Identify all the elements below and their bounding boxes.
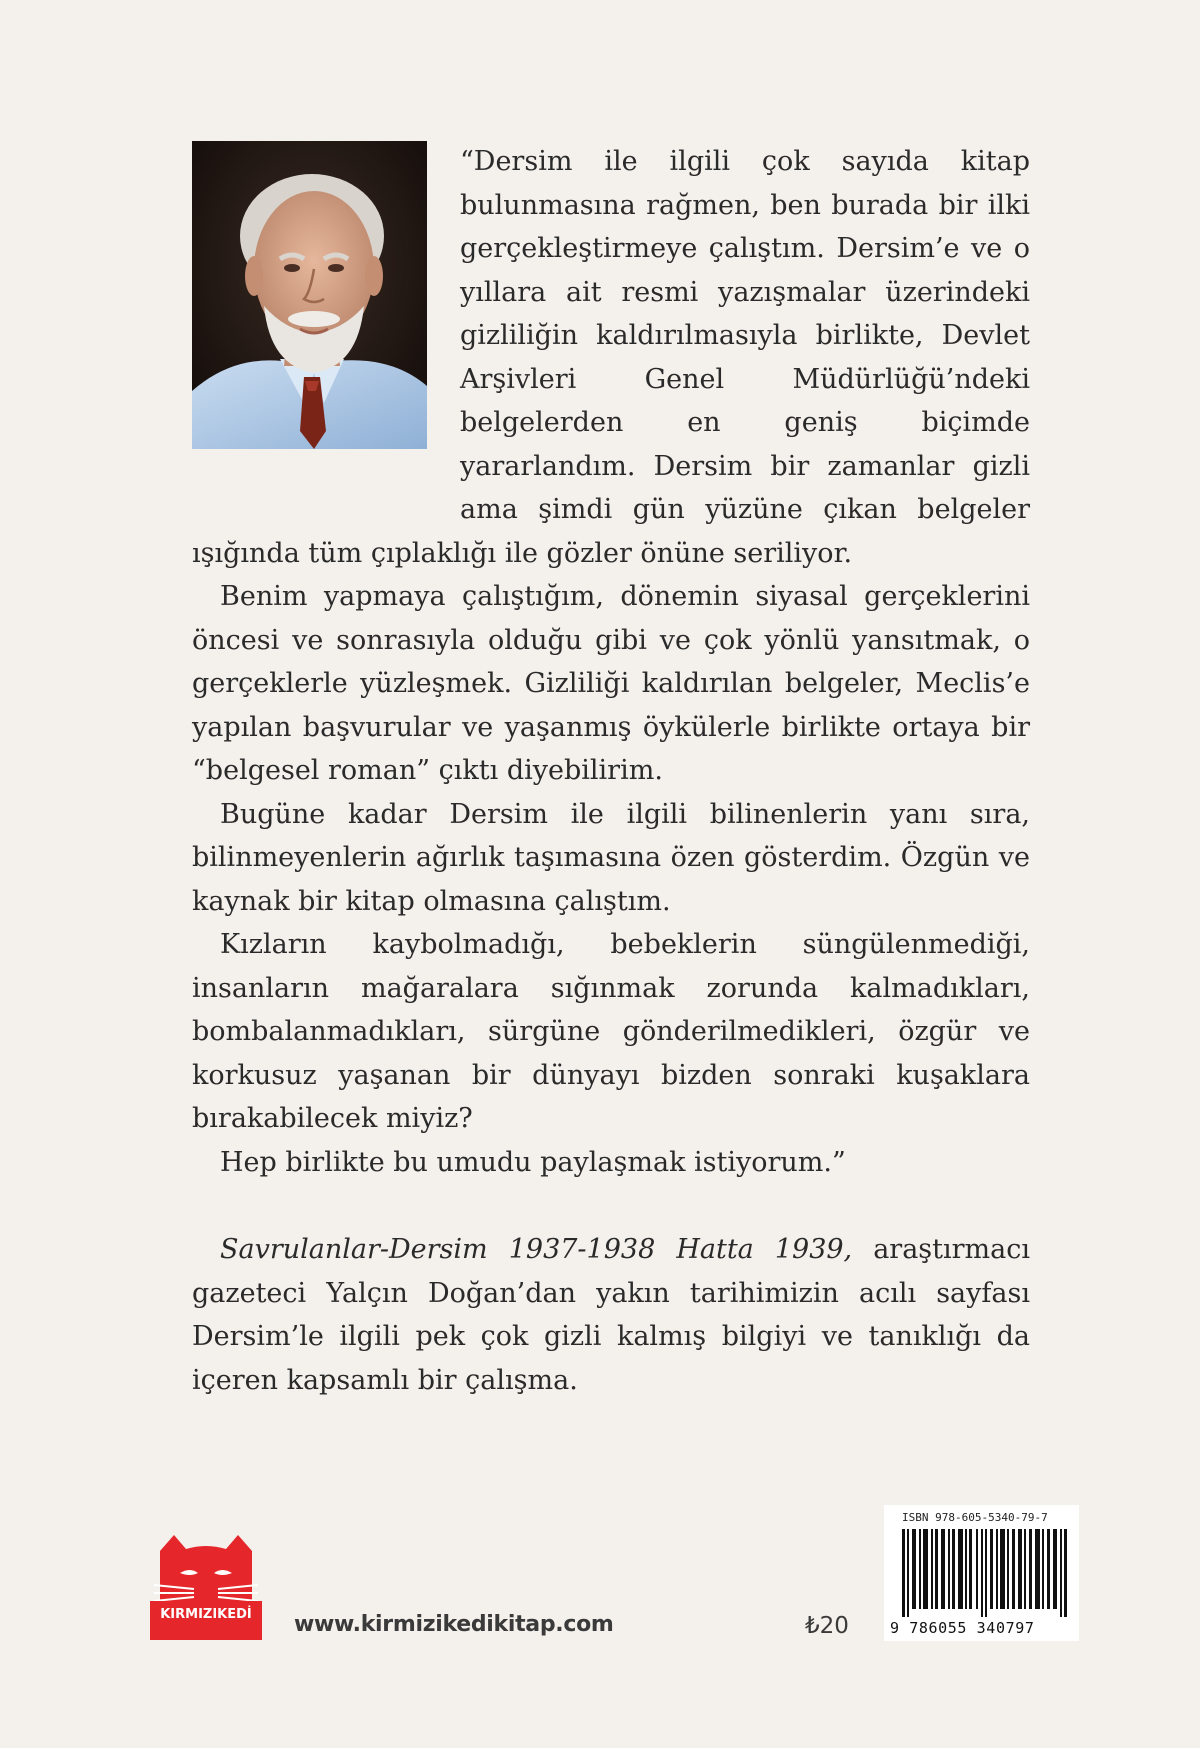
publisher-logo-text: KIRMIZIKEDİ [160,1607,252,1622]
book-title-italic: Savrulanlar-Dersim 1937-1938 Hatta 1939, [220,1234,853,1265]
publisher-url: www.kirmizikedikitap.com [294,1612,614,1637]
author-quote [192,140,1030,1184]
quote-paragraph-4: Kızların kaybolmadığı, bebeklerin süngülenmediği, insanların mağaralara sığınmak zorunda kalmadıkları, bombalanmadıkları, sürgüne gönderilmedikleri, özgür ve korkusuz yaşanan bir dünyayı bizden sonraki kuşaklara bırakabilecek miyiz? [192,929,1030,1134]
isbn-label: ISBN 978-605-5340-79-7 [902,1511,1048,1524]
quote-paragraph-5: Hep birlikte bu umudu paylaşmak istiyorum.” [220,1146,846,1178]
quote-paragraph-3: Bugüne kadar Dersim ile ilgili bilinenlerin yanı sıra, bilinmeyenlerin ağırlık taşımasına özen gösterdim. Özgün ve kaynak bir kitap olmasına çalıştım. [192,798,1030,917]
book-blurb [192,1228,1030,1402]
quote-paragraph-1: “Dersim ile ilgili çok sayıda kitap bulunmasına rağmen, ben burada bir ilki gerçekleştirmeye çalıştım. Dersim’e ve o yıllara ait resmi yazışmalar üzerindeki gizliliğin kaldırılmasıyla birlikte, Devlet Arşivleri Genel Müdürlüğü’ndeki belgelerden en geniş biçimde yararlandım. Dersim bir zamanlar gizli ama şimdi gün yüzüne çıkan belgeler ışığında tüm çıplaklığı ile gözler önüne seriliyor. [192,146,1030,569]
isbn-barcode [884,1505,1079,1641]
photo-spacer [192,140,460,490]
red-cat-logo-icon [150,1535,262,1640]
blurb-text: araştırmacı gazeteci Yalçın Doğan’dan yakın tarihimizin acılı sayfası Dersim’le ilgili pek çok gizli kalmış bilgiyi ve tanıklığı da içeren kapsamlı bir çalışma. [192,1234,1031,1396]
quote-paragraph-2: Benim yapmaya çalıştığım, dönemin siyasal gerçeklerini öncesi ve sonrasıyla olduğu gibi ve çok yönlü yansıtmak, o gerçeklerle yüzleşmek. Gizliliği kaldırılan belgeler, Meclis’e yapılan başvurular ve yaşanmış öykülerle birlikte ortaya bir “belgesel roman” çıktı diyebilirim. [192,581,1030,786]
isbn-number: 9 786055 340797 [890,1619,1035,1637]
price-label: ₺20 [805,1613,849,1639]
barcode-icon [902,1529,1067,1617]
publisher-logo [150,1535,262,1640]
